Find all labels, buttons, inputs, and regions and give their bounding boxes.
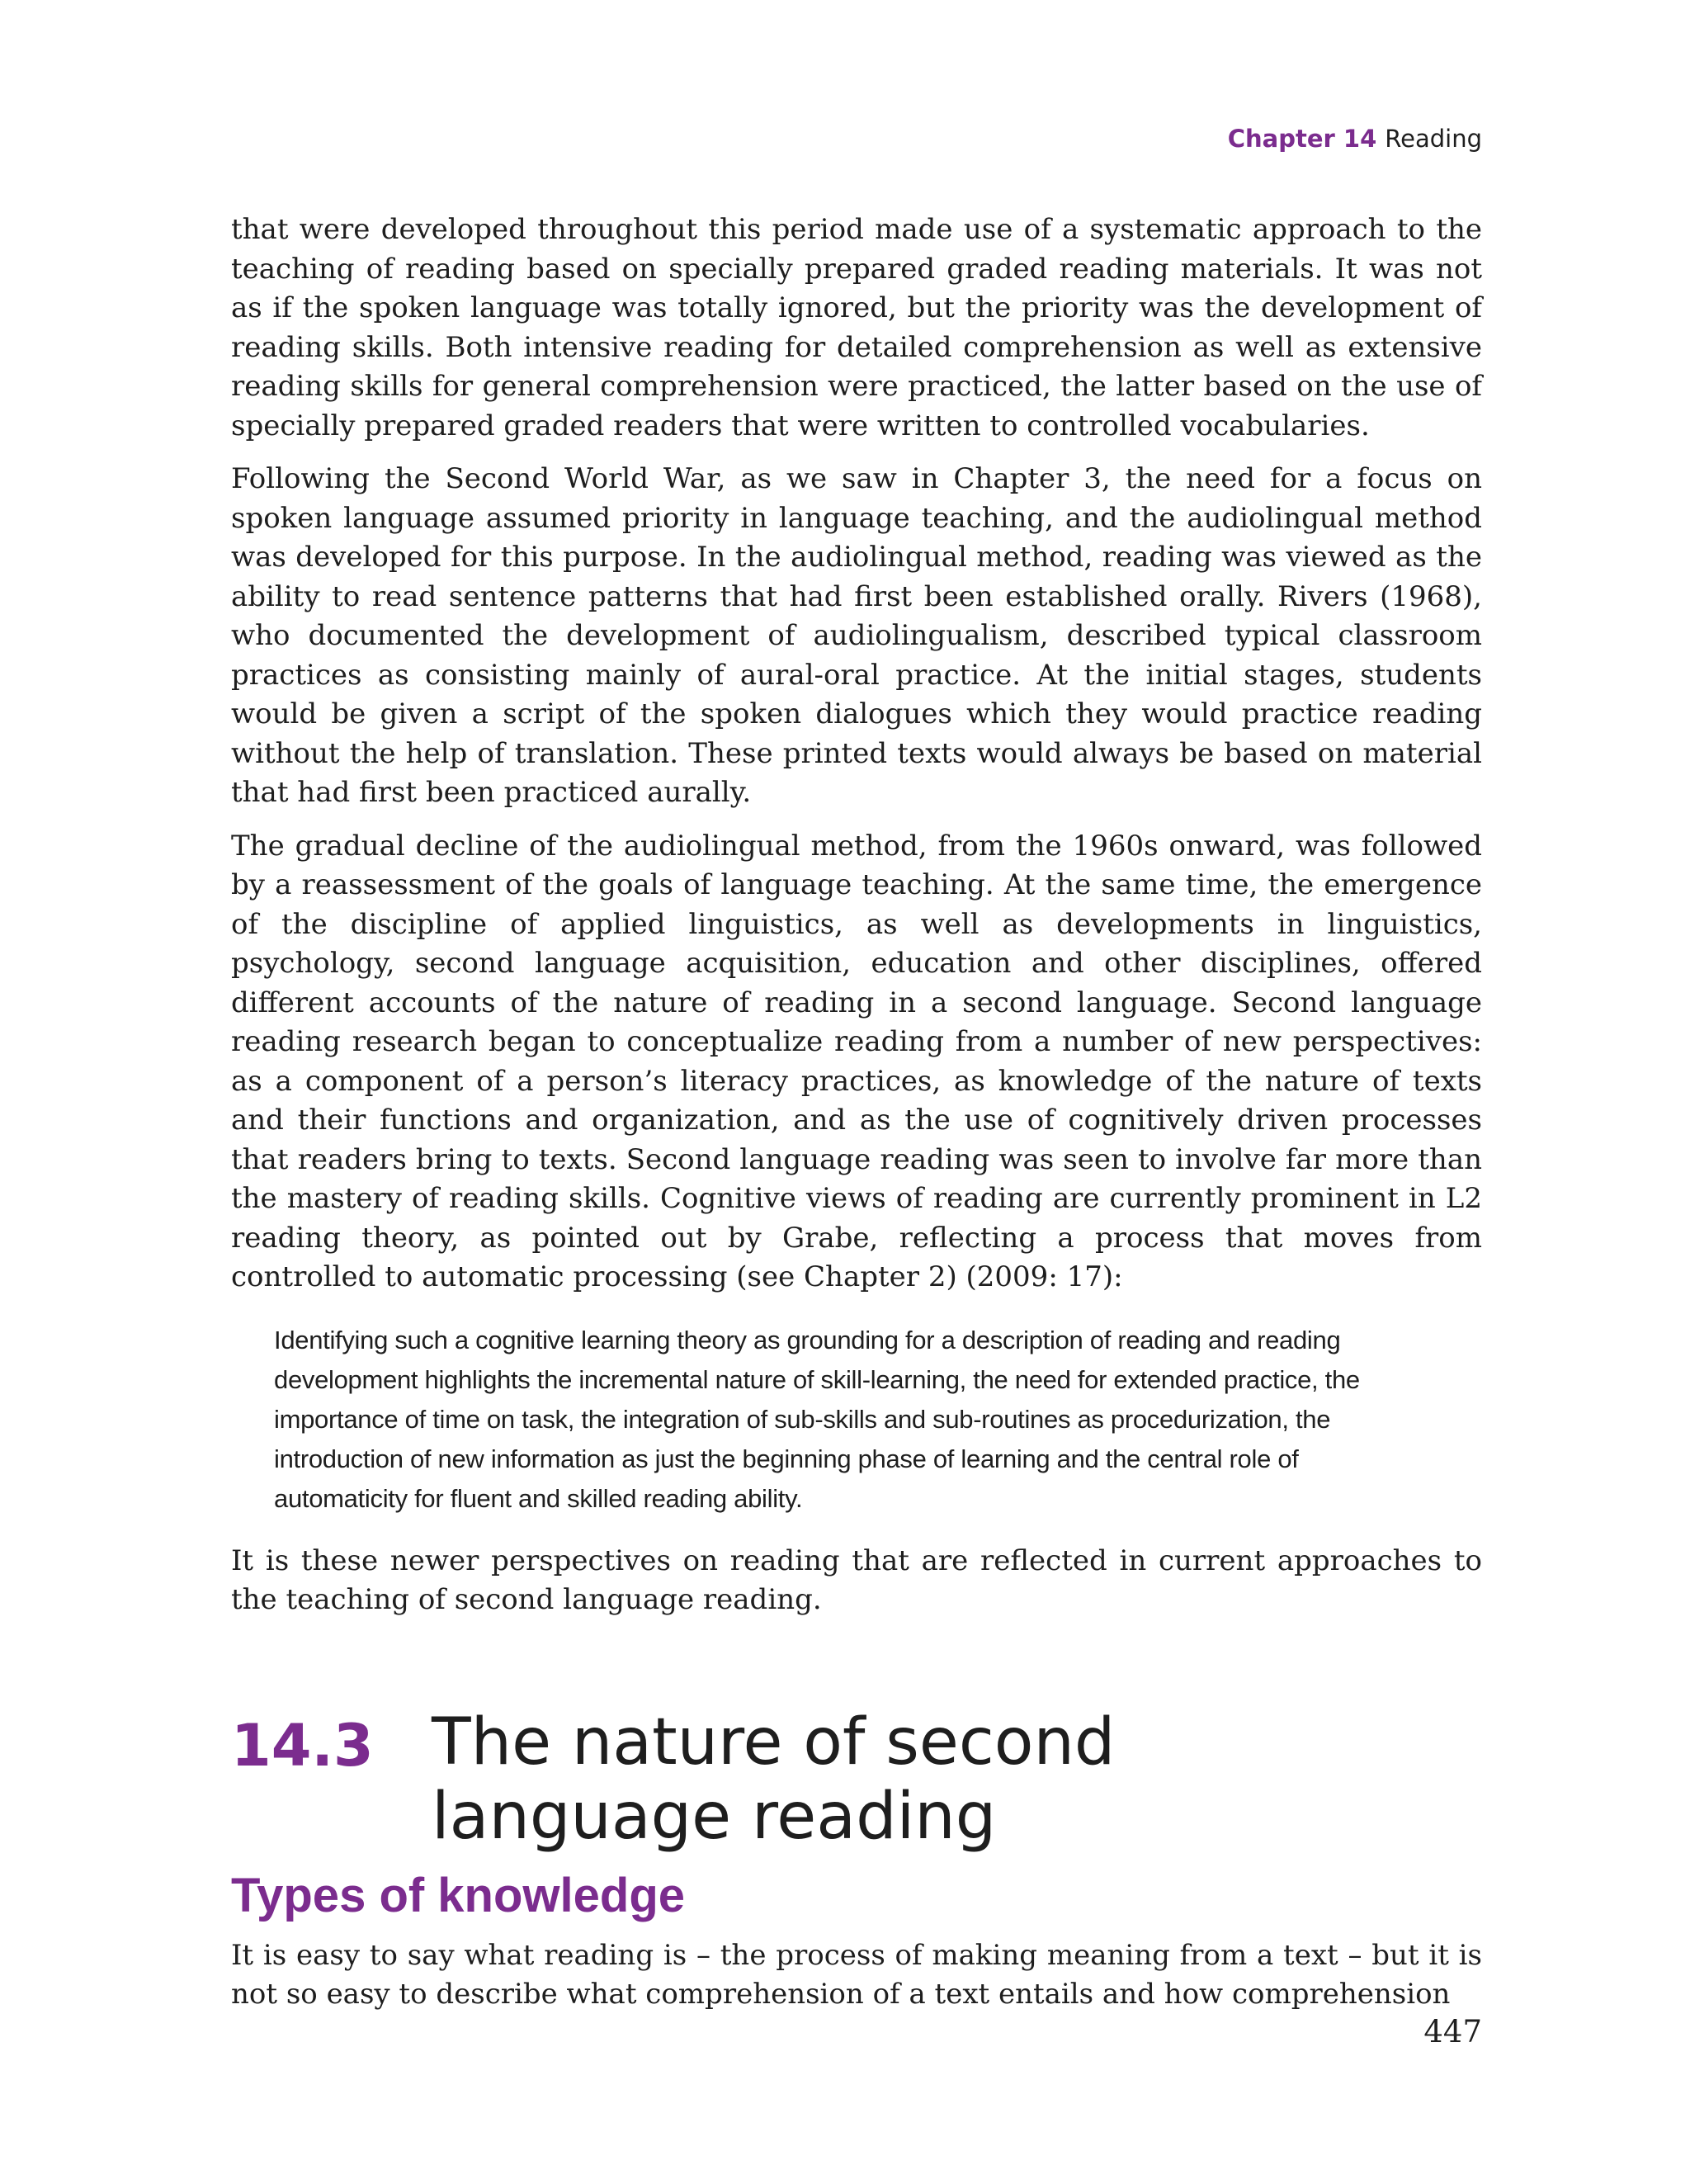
section-number: 14.3 xyxy=(231,1711,374,1780)
block-quote: Identifying such a cognitive learning theory as grounding for a description of reading and reading development highlights the incremental nature of skill-learning, the need for extended practice, the importance of time on task, the integration of sub-skills and sub-routines as procedurization, the introduction of new information as just the beginning phase of learning and the central role of automaticity for fluent and skilled reading ability. xyxy=(274,1325,1360,1513)
section-heading xyxy=(231,1705,1482,1854)
running-head-chapter: Chapter 14 xyxy=(1227,125,1377,153)
paragraph-3: The gradual decline of the audiolingual method, from the 1960s onward, was followed by a reassessment of the goals of language teaching. At the same time, the emergence of the discipline of applied linguistics, as well as developments in linguistics, psychology, second language acquisition, education and other disciplines, offered different accounts of the nature of reading in a second language. Second language reading research began to conceptualize reading from a number of new perspectives: as a component of a person’s literacy practices, as knowledge of the nature of texts and their functions and organization, and as the use of cognitively driven processes that readers bring to texts. Second language reading was seen to involve far more than the mastery of reading skills. Cognitive views of reading are currently prominent in L2 reading theory, as pointed out by Grabe, reflecting a process that moves from controlled to automatic processing (see Chapter 2) (2009: 17): xyxy=(231,829,1482,1293)
running-head-title: Reading xyxy=(1385,125,1482,153)
running-head xyxy=(1228,124,1482,154)
paragraph-2: Following the Second World War, as we saw in Chapter 3, the need for a focus on spoken language assumed priority in language teaching, and the audiolingual method was developed for this purpose. In the audiolingual method, reading was viewed as the ability to read sentence patterns that had first been established orally. Rivers (1968), who documented the development of audiolingualism, described typical classroom practices as consisting mainly of aural-oral practice. At the initial stages, students would be given a script of the spoken dialogues which they would practice reading without the help of translation. These printed texts would always be based on material that had first been practiced aurally. xyxy=(231,462,1482,809)
subsection-heading: Types of knowledge xyxy=(231,1868,686,1922)
page-body xyxy=(231,210,1482,2029)
page-number: 447 xyxy=(1423,2014,1482,2049)
paragraph-after-quote: It is these newer perspectives on reading that are reflected in current approaches to the teaching of second language reading. xyxy=(231,1543,1482,1616)
paragraph-1: that were developed throughout this period made use of a systematic approach to the teaching of reading based on specially prepared graded reading materials. It was not as if the spoken language was totally ignored, but the priority was the development of reading skills. Both intensive reading for detailed comprehension as well as extensive reading skills for general comprehension were practiced, the latter based on the use of specially prepared graded readers that were written to controlled vocabularies. xyxy=(231,213,1482,442)
final-paragraph: It is easy to say what reading is – the process of making meaning from a text – but it is not so easy to describe what comprehension of a text entails and how comprehension xyxy=(231,1938,1482,2011)
section-title: The nature of second language reading xyxy=(432,1704,1116,1854)
